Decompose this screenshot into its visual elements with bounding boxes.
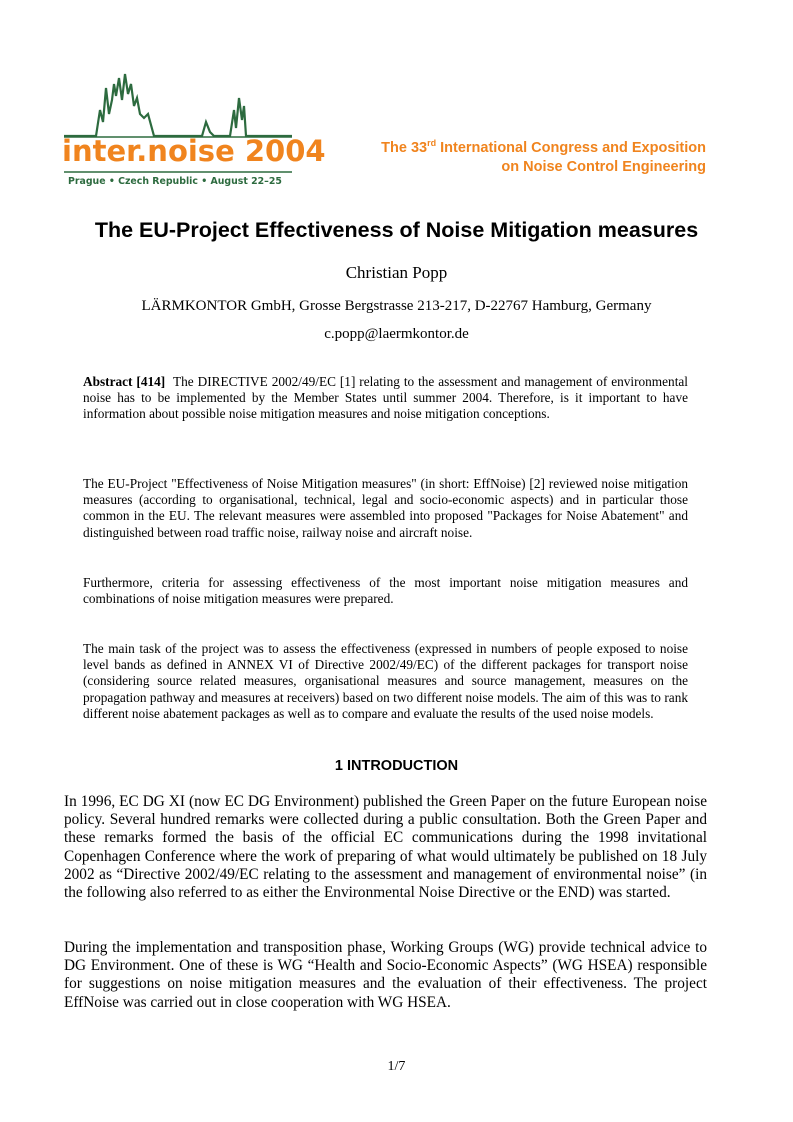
paper-title: The EU-Project Effectiveness of Noise Mitigation measures bbox=[94, 218, 699, 242]
abstract-paragraph-4: The main task of the project was to assess the effectiveness (expressed in numbers of people exposed to noise level bands as defined in ANNEX VI of Directive 2002/49/EC) of the different packages for transport noise (considering source related measures, organisational measures and source management, measures on the propagation pathway and measures at receivers) based on two different noise models. The aim of this was to rank different noise abatement packages as well as to compare and evaluate the results of the used noise models. bbox=[83, 641, 688, 721]
abstract-paragraph-2: The EU-Project "Effectiveness of Noise Mitigation measures" (in short: EffNoise) [2] reviewed noise mitigation measures (according to organisational, technical, legal and socio-economic aspects) and in particular those common in the EU. The relevant measures were assembled into proposed "Packages for Noise Abatement" and distinguished between road traffic noise, railway noise and aircraft noise. bbox=[83, 476, 688, 540]
intro-paragraph-1: In 1996, EC DG XI (now EC DG Environment) published the Green Paper on the future European noise policy. Several hundred remarks were collected during a public consultation. Both the Green Paper and these remarks formed the basis of the official EC communications during the 1998 invitational Copenhagen Conference where the work of preparing of what would ultimately be published on 18 July 2002 as “Directive 2002/49/EC relating to the assessment and management of environmental noise” (in the following also referred to as either the Environmental Noise Directive or the END) was started. bbox=[64, 793, 707, 902]
abstract-paragraph-3: Furthermore, criteria for assessing effectiveness of the most important noise mitigation measures and combinations of noise mitigation measures were prepared. bbox=[83, 575, 688, 607]
congress-line-1: The 33rd International Congress and Exposition bbox=[381, 138, 706, 156]
logo-underline-icon bbox=[62, 169, 294, 175]
ordinal-suffix: rd bbox=[427, 138, 437, 149]
intro-paragraph-2: During the implementation and transposition phase, Working Groups (WG) provide technical advice to DG Environment. One of these is WG “Health and Socio-Economic Aspects” (WG HSEA) responsible for suggestions on noise mitigation measures and the evaluation of their effectiveness. The project EffNoise was carried out in close cooperation with WG HSEA. bbox=[64, 939, 707, 1011]
prague-skyline-icon bbox=[62, 70, 294, 140]
author-affiliation: LÄRMKONTOR GmbH, Grosse Bergstrasse 213-217, D-22767 Hamburg, Germany bbox=[141, 298, 652, 314]
page-number: 1/7 bbox=[387, 1059, 406, 1074]
logo-wordmark: inter.noise 2004 bbox=[62, 134, 326, 168]
conference-logo bbox=[62, 70, 326, 194]
congress-header bbox=[381, 139, 706, 177]
author-email: c.popp@laermkontor.de bbox=[324, 326, 469, 342]
logo-subline: Prague • Czech Republic • August 22–25 bbox=[68, 176, 282, 187]
paper-author: Christian Popp bbox=[345, 263, 448, 282]
congress-line-2: on Noise Control Engineering bbox=[501, 159, 706, 175]
abstract-label: Abstract [414] bbox=[83, 374, 166, 389]
section-heading: 1 INTRODUCTION bbox=[334, 758, 459, 774]
abstract-paragraph-1: Abstract [414] The DIRECTIVE 2002/49/EC [1] relating to the assessment and management of environmental noise has to be implemented by the Member States until summer 2004. Therefore, is it important to have information about possible noise mitigation measures and noise mitigation conceptions. bbox=[83, 374, 688, 422]
